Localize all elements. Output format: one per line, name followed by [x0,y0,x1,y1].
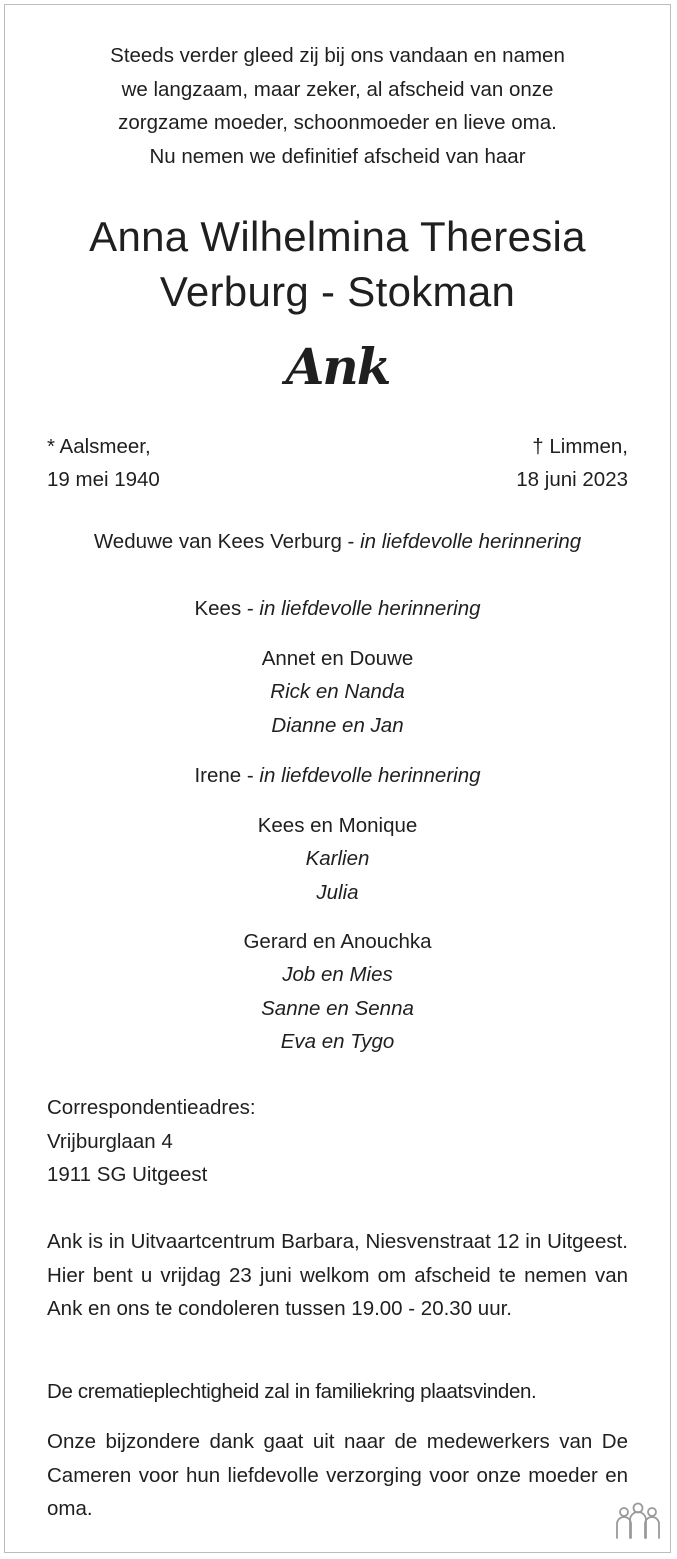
family-child: Dianne en Jan [271,713,404,737]
family-keesm [5,809,670,909]
address-city: 1911 SG Uitgeest [47,1163,208,1186]
birth-date: 19 mei 1940 [47,468,160,491]
widow-text: Weduwe van Kees Verburg - [93,530,361,553]
full-name [5,209,670,319]
family-child: Rick en Nanda [270,680,405,704]
widow-line [5,525,670,558]
intro-line: Steeds verder gleed zij bij ons vandaan en namen [110,44,565,67]
family-kees-italic: in liefdevolle herinnering [259,597,481,620]
intro-line: we langzaam, maar zeker, al afscheid van onze [121,77,554,101]
birth-info [47,430,160,496]
widow-italic: in liefdevolle herinnering [360,530,582,553]
death-date: 18 juni 2023 [516,468,628,491]
cremation-paragraph: De crematieplechtigheid zal in familiekring plaatsvinden. [47,1380,537,1403]
family-gerard [5,925,670,1058]
family-child: Julia [316,880,359,904]
intro-text [5,39,670,173]
name-line: Verburg - Stokman [159,268,516,315]
family-people-icon [614,1500,662,1542]
death-info [516,430,628,496]
family-kees-text: Kees - [194,597,260,620]
family-kees [5,592,670,625]
address-street: Vrijburglaan 4 [47,1129,173,1153]
family-child: Sanne en Senna [261,996,414,1020]
family-irene [5,759,670,792]
thanks-paragraph: Onze bijzondere dank gaat uit naar de medewerkers van De Cameren voor hun liefdevolle verzorging voor onze moeder en oma. [47,1430,628,1520]
intro-line: Nu nemen we definitief afscheid van haar [149,144,526,168]
nickname: Ank [285,337,390,396]
birth-place: * Aalsmeer, [47,435,151,458]
family-annet [5,642,670,742]
family-child: Job en Mies [282,963,393,987]
family-parent: Kees en Monique [257,814,418,837]
family-parent: Annet en Douwe [261,647,414,670]
family-child: Karlien [305,847,370,871]
family-parent: Gerard en Anouchka [243,930,432,953]
intro-line: zorgzame moeder, schoonmoeder en lieve oma. [118,111,557,134]
family-irene-italic: in liefdevolle herinnering [259,764,481,787]
name-line: Anna Wilhelmina Theresia [89,213,586,260]
family-irene-text: Irene - [194,764,260,787]
death-place: † Limmen, [532,435,628,458]
family-child: Eva en Tygo [280,1029,395,1053]
visitation-paragraph: Ank is in Uitvaartcentrum Barbara, Niesvenstraat 12 in Uitgeest. Hier bent u vrijdag 23 juni welkom om afscheid te nemen van Ank en ons te condoleren tussen 19.00 - 20.30 uur. [47,1230,628,1320]
obituary-card [4,4,671,1553]
address-label: Correspondentieadres: [47,1096,256,1119]
correspondence-address [47,1091,628,1192]
